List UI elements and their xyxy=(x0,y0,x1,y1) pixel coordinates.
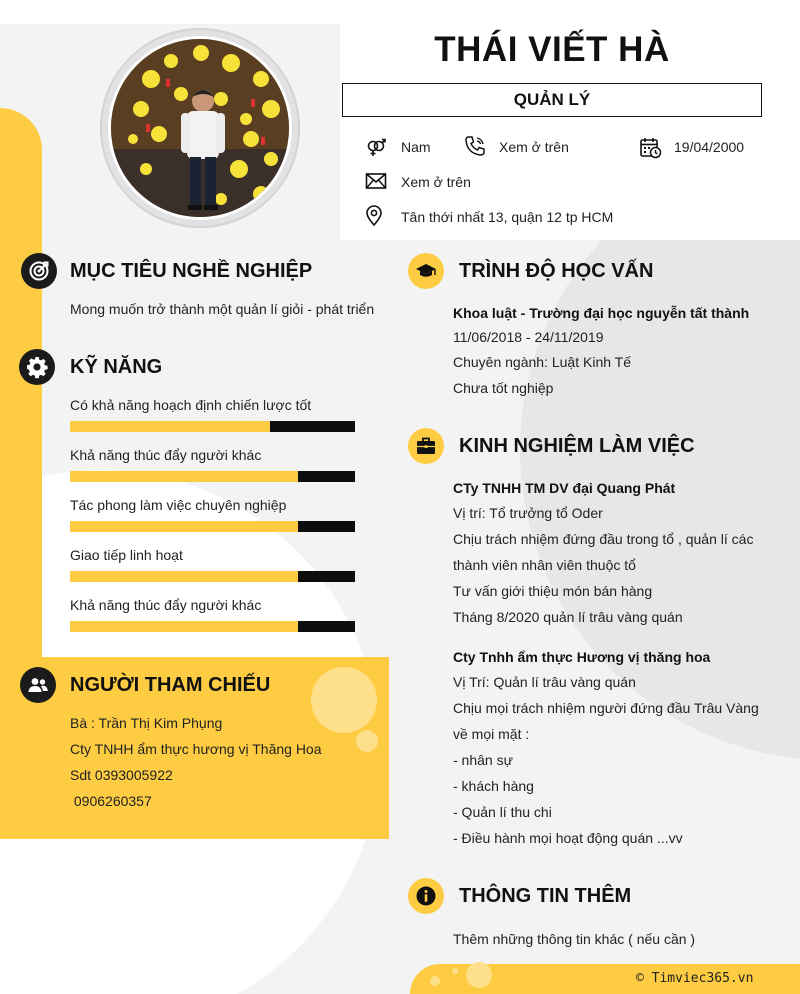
skill-label: Có khả năng hoạch định chiến lược tốt xyxy=(70,397,312,413)
briefcase-icon xyxy=(408,428,444,464)
info-icon xyxy=(408,878,444,914)
calendar-icon xyxy=(638,135,662,159)
gender-value: Nam xyxy=(401,139,431,155)
education-title: TRÌNH ĐỘ HỌC VẤN xyxy=(459,260,654,282)
decor-bubble xyxy=(311,667,377,733)
candidate-name: THÁI VIẾT HÀ xyxy=(434,30,670,69)
education-status: Chưa tốt nghiệp xyxy=(453,380,554,396)
graduation-cap-icon xyxy=(408,253,444,289)
skill-label: Tác phong làm việc chuyên nghiệp xyxy=(70,497,287,513)
phone-icon xyxy=(463,134,487,158)
job-detail: Chịu mọi trách nhiệm người đứng đầu Trâu Vàng xyxy=(453,700,759,716)
decor-top-strip xyxy=(0,0,800,24)
references-title: NGƯỜI THAM CHIẾU xyxy=(70,674,271,696)
gender-icon xyxy=(364,135,388,159)
gear-icon xyxy=(19,349,55,385)
job-detail: Chịu trách nhiệm đứng đầu trong tổ , quản lí các xyxy=(453,531,754,547)
address-value: Tân thới nhất 13, quận 12 tp HCM xyxy=(401,209,614,225)
decor-bubble xyxy=(430,976,440,986)
education-major: Chuyên ngành: Luật Kinh Tế xyxy=(453,354,631,370)
job-detail: về mọi mặt : xyxy=(453,726,530,742)
job-detail: thành viên nhân viên thuộc tổ xyxy=(453,557,636,573)
envelope-icon xyxy=(364,169,388,193)
phone-value: Xem ở trên xyxy=(499,139,569,155)
skill-bar-fill xyxy=(70,521,298,532)
skill-bar-fill xyxy=(70,421,270,432)
experience-title: KINH NGHIỆM LÀM VIỆC xyxy=(459,435,695,457)
education-school: Khoa luật - Trường đại học nguyễn tất thành xyxy=(453,305,750,321)
objective-title: MỤC TIÊU NGHỀ NGHIỆP xyxy=(70,260,313,282)
skill-label: Khả năng thúc đẩy người khác xyxy=(70,447,262,463)
job-company: Cty Tnhh ẩm thực Hương vị thăng hoa xyxy=(453,649,711,665)
education-period: 11/06/2018 - 24/11/2019 xyxy=(453,329,604,345)
job-detail: Vị Trí: Quản lí trâu vàng quán xyxy=(453,674,636,690)
job-detail: - Điều hành mọi hoạt động quán ...vv xyxy=(453,830,683,846)
extra-title: THÔNG TIN THÊM xyxy=(459,885,632,907)
email-value: Xem ở trên xyxy=(401,174,471,190)
reference-line: Cty TNHH ẩm thực hương vị Thăng Hoa xyxy=(70,741,322,757)
decor-bubble xyxy=(452,968,458,974)
decor-bubble xyxy=(356,730,378,752)
reference-line: Sdt 0393005922 xyxy=(70,767,173,783)
job-position: QUẢN LÝ xyxy=(342,83,762,117)
job-detail: - nhân sự xyxy=(453,752,513,768)
users-icon xyxy=(20,667,56,703)
avatar xyxy=(108,36,292,220)
reference-line: Bà : Trần Thị Kim Phụng xyxy=(70,715,223,731)
reference-line: 0906260357 xyxy=(70,793,152,809)
job-detail: Vị trí: Tổ trưởng tổ Oder xyxy=(453,505,603,521)
skill-bar xyxy=(70,521,355,532)
skill-bar xyxy=(70,471,355,482)
skill-label: Giao tiếp linh hoạt xyxy=(70,547,183,563)
decor-bubble xyxy=(466,962,492,988)
skill-bar xyxy=(70,621,355,632)
skills-title: KỸ NĂNG xyxy=(70,356,163,378)
objective-text: Mong muốn trở thành một quản lí giỏi - phát triển xyxy=(70,301,375,317)
skill-bar-fill xyxy=(70,621,298,632)
extra-text: Thêm những thông tin khác ( nếu cần ) xyxy=(453,931,696,947)
skill-bar-fill xyxy=(70,471,298,482)
target-icon xyxy=(21,253,57,289)
skill-bar xyxy=(70,571,355,582)
skill-bar-fill xyxy=(70,571,298,582)
job-detail: Tư vấn giới thiệu món bán hàng xyxy=(453,583,653,599)
job-detail: - khách hàng xyxy=(453,778,534,794)
job-detail: - Quản lí thu chi xyxy=(453,804,552,820)
footer-copyright[interactable]: © Timviec365.vn xyxy=(636,971,754,986)
map-pin-icon xyxy=(362,204,386,228)
skill-label: Khả năng thúc đẩy người khác xyxy=(70,597,262,613)
job-company: CTy TNHH TM DV đại Quang Phát xyxy=(453,480,676,496)
birthday-value: 19/04/2000 xyxy=(674,139,745,155)
skill-bar xyxy=(70,421,355,432)
job-detail: Tháng 8/2020 quản lí trâu vàng quán xyxy=(453,609,683,625)
